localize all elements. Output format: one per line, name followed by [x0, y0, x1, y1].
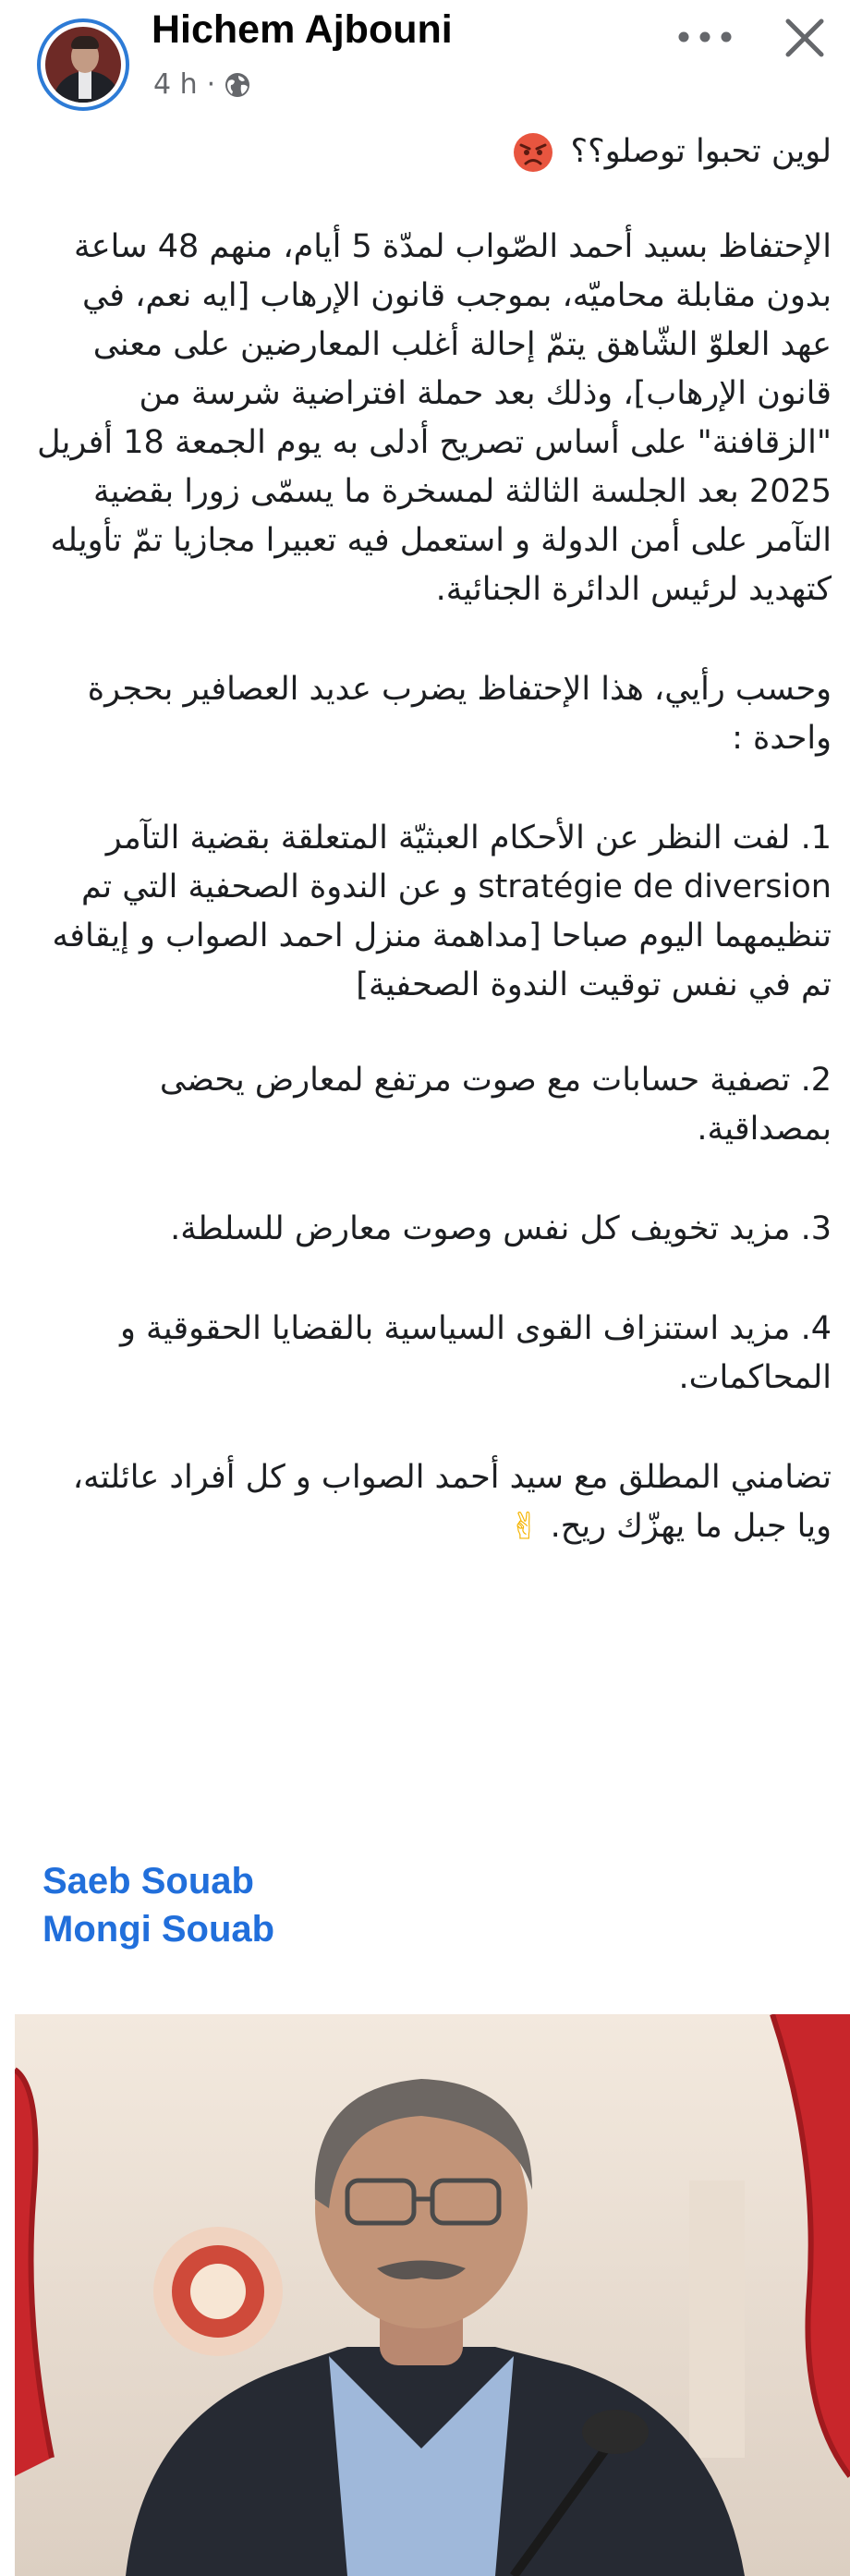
post-time[interactable]: 4 h — [153, 68, 198, 101]
latin-phrase: stratégie de diversion — [478, 869, 832, 905]
paragraph-solidarity — [37, 1453, 832, 1552]
list-item-4 — [37, 1305, 832, 1403]
list-text: مزيد تخويف كل نفس وصوت معارض للسلطة. — [170, 1210, 791, 1247]
paragraph-opinion: وحسب رأيي، هذا الإحتفاظ يضرب عديد العصافير بحجرة واحدة : — [87, 671, 832, 757]
post-photo[interactable] — [15, 2014, 850, 2576]
photo-illustration — [15, 2014, 850, 2576]
solidarity-text: تضامني المطلق مع سيد أحمد الصواب و كل أفراد عائلته، ويا جبل ما يهزّك ريح. — [72, 1459, 832, 1545]
opening-text: لوين تحبوا توصلو؟؟ — [570, 133, 832, 170]
list-item-1 — [37, 814, 832, 1010]
post-opening-line — [37, 128, 832, 176]
list-text: و عن الندوة الصحفية التي تم تنظيمهما اليوم صباحا [مداهمة منزل احمد الصواب و إيقافه تم في نفس توقيت الندوة الصحفية] — [52, 869, 832, 1003]
list-number: 3. — [800, 1210, 832, 1247]
more-horizontal-icon[interactable] — [673, 18, 737, 55]
post-header — [0, 0, 850, 129]
meta-separator: · — [206, 68, 216, 101]
list-text: تصفية حسابات مع صوت مرتفع لمعارض يحضى بمصداقية. — [159, 1062, 832, 1148]
tagged-people — [42, 1857, 274, 1953]
list-item-2 — [37, 1056, 832, 1154]
author-avatar[interactable] — [37, 18, 129, 111]
list-number: 1. — [800, 820, 832, 857]
close-icon[interactable] — [782, 15, 828, 61]
tag-link[interactable]: Saeb Souab — [42, 1861, 254, 1902]
victory-hand-emoji: ✌ — [509, 1505, 540, 1549]
angry-face-emoji — [512, 131, 554, 174]
post-meta — [153, 68, 250, 101]
globe-icon — [225, 72, 250, 98]
list-number: 2. — [800, 1062, 832, 1099]
list-item-3 — [37, 1205, 832, 1254]
list-text: مزيد استنزاف القوى السياسية بالقضايا الحقوقية و المحاكمات. — [120, 1310, 832, 1396]
avatar-photo — [45, 27, 121, 103]
post-body — [37, 128, 832, 1552]
tag-link[interactable]: Mongi Souab — [42, 1909, 275, 1950]
author-name[interactable]: Hichem Ajbouni — [152, 7, 453, 52]
paragraph-detention: الإحتفاظ بسيد أحمد الصّواب لمدّة 5 أيام، منهم 48 ساعة بدون مقابلة محاميّه، بموجب قانون الإرهاب [ايه نعم، في عهد العلوّ الشّاهق يتمّ إحالة أغلب المعارضين على معنى قانون الإرهاب]، وذلك بعد حملة افتراضية شرسة من "الزقافنة" على أساس تصريح أدلى به يوم الجمعة 18 أفريل 2025 بعد الجلسة الثالثة لمسخرة ما يسمّى زورا بقضية التآمر على أمن الدولة و استعمل فيه تعبيرا مجازيا تمّ تأويله كتهديد لرئيس الدائرة الجنائية. — [37, 228, 832, 608]
list-text: لفت النظر عن الأحكام العبثيّة المتعلقة بقضية التآمر — [105, 820, 791, 857]
list-number: 4. — [800, 1310, 832, 1347]
